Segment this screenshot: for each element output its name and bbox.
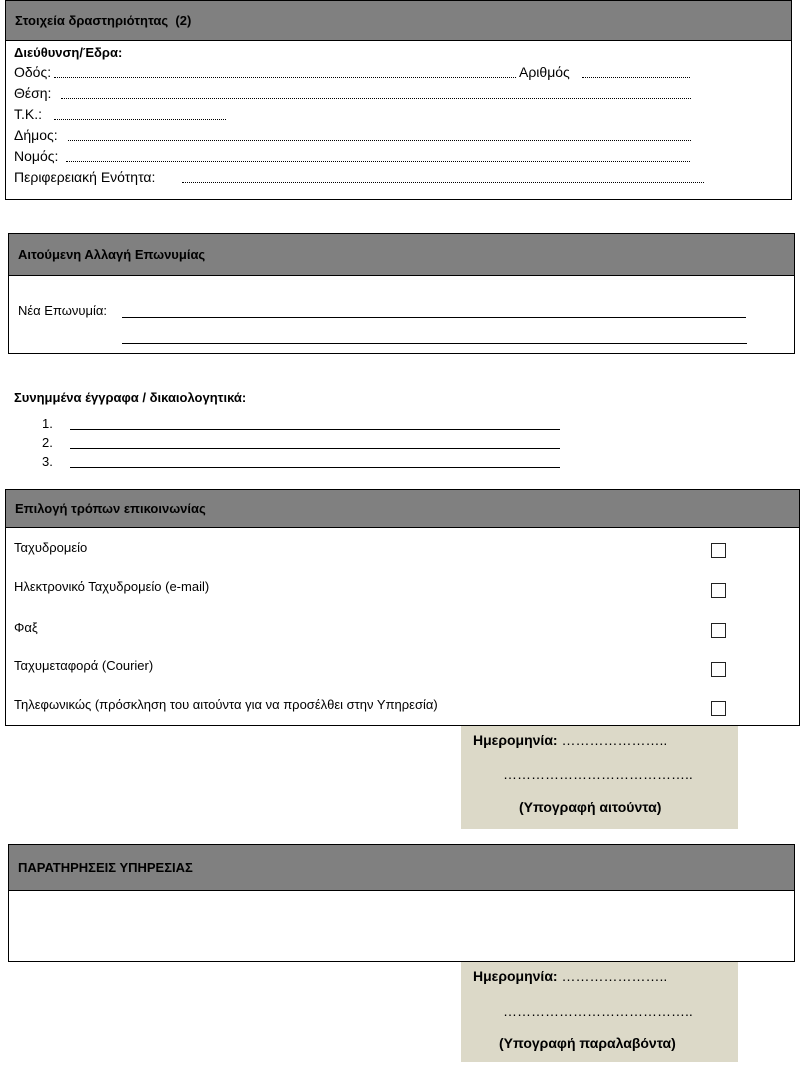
receiver-date-row <box>473 968 667 984</box>
activity-header <box>6 1 791 41</box>
street-input[interactable] <box>54 77 516 78</box>
name-change-section <box>8 233 795 354</box>
option-label: Ταχυδρομείο <box>14 540 88 555</box>
receiver-signature-caption: (Υπογραφή παραλαβόντα) <box>499 1035 676 1051</box>
applicant-date-field[interactable]: ………………….. <box>561 732 668 748</box>
attachment-input[interactable] <box>70 467 560 468</box>
applicant-date-label: Ημερομηνία: <box>473 732 558 748</box>
attachment-number: 2. <box>42 435 53 450</box>
postal-input[interactable] <box>54 119 226 120</box>
street-label: Οδός: <box>14 64 52 80</box>
new-name-input-line-1[interactable] <box>122 317 746 318</box>
option-checkbox[interactable] <box>711 623 726 638</box>
attachment-number: 1. <box>42 416 53 431</box>
municipality-input[interactable] <box>68 140 691 141</box>
option-label: Τηλεφωνικώς (πρόσκληση του αιτούντα για να προσέλθει στην Υπηρεσία) <box>14 697 438 712</box>
prefecture-input[interactable] <box>66 161 690 162</box>
attachment-input[interactable] <box>70 448 560 449</box>
option-checkbox[interactable] <box>711 662 726 677</box>
option-label: Ταχυμεταφορά (Courier) <box>14 658 154 673</box>
service-notes-section <box>8 844 795 962</box>
prefecture-label: Νομός: <box>14 148 59 164</box>
receiver-signature-field[interactable]: ………………………………….. <box>503 1003 693 1019</box>
communication-header <box>6 490 799 528</box>
new-name-label: Νέα Επωνυμία: <box>18 303 108 318</box>
option-checkbox[interactable] <box>711 583 726 598</box>
attachment-input[interactable] <box>70 429 560 430</box>
activity-section <box>5 0 792 200</box>
name-change-header <box>9 234 794 276</box>
applicant-signature-block <box>461 726 738 829</box>
applicant-signature-field[interactable]: ………………………………….. <box>503 766 693 782</box>
activity-title: Στοιχεία δραστηριότητας (2) <box>15 13 192 28</box>
option-label: Ηλεκτρονικό Ταχυδρομείο (e-mail) <box>14 579 210 594</box>
communication-title: Επιλογή τρόπων επικοινωνίας <box>15 501 206 516</box>
position-input[interactable] <box>61 98 691 99</box>
receiver-signature-block <box>461 962 738 1062</box>
region-label: Περιφερειακή Ενότητα: <box>14 169 156 185</box>
option-checkbox[interactable] <box>711 543 726 558</box>
service-notes-title: ΠΑΡΑΤΗΡΗΣΕΙΣ ΥΠΗΡΕΣΙΑΣ <box>18 860 193 875</box>
applicant-signature-caption: (Υπογραφή αιτούντα) <box>519 799 662 815</box>
region-input[interactable] <box>182 182 704 183</box>
name-change-title: Αιτούμενη Αλλαγή Επωνυμίας <box>18 247 206 262</box>
address-heading: Διεύθυνση/Έδρα: <box>14 45 123 60</box>
service-notes-header <box>9 845 794 891</box>
service-notes-area[interactable] <box>9 891 794 961</box>
applicant-date-row <box>473 732 667 748</box>
receiver-date-label: Ημερομηνία: <box>473 968 558 984</box>
attachments-title: Συνημμένα έγγραφα / δικαιολογητικά: <box>14 390 247 405</box>
option-checkbox[interactable] <box>711 701 726 716</box>
attachment-number: 3. <box>42 454 53 469</box>
municipality-label: Δήμος: <box>14 127 58 143</box>
new-name-input-line-2[interactable] <box>122 343 747 344</box>
number-input[interactable] <box>582 77 690 78</box>
position-label: Θέση: <box>14 85 52 101</box>
receiver-date-field[interactable]: ………………….. <box>561 968 668 984</box>
communication-section <box>5 489 800 726</box>
number-label: Αριθμός <box>519 64 570 80</box>
option-label: Φαξ <box>14 620 38 635</box>
postal-label: Τ.Κ.: <box>14 106 43 122</box>
